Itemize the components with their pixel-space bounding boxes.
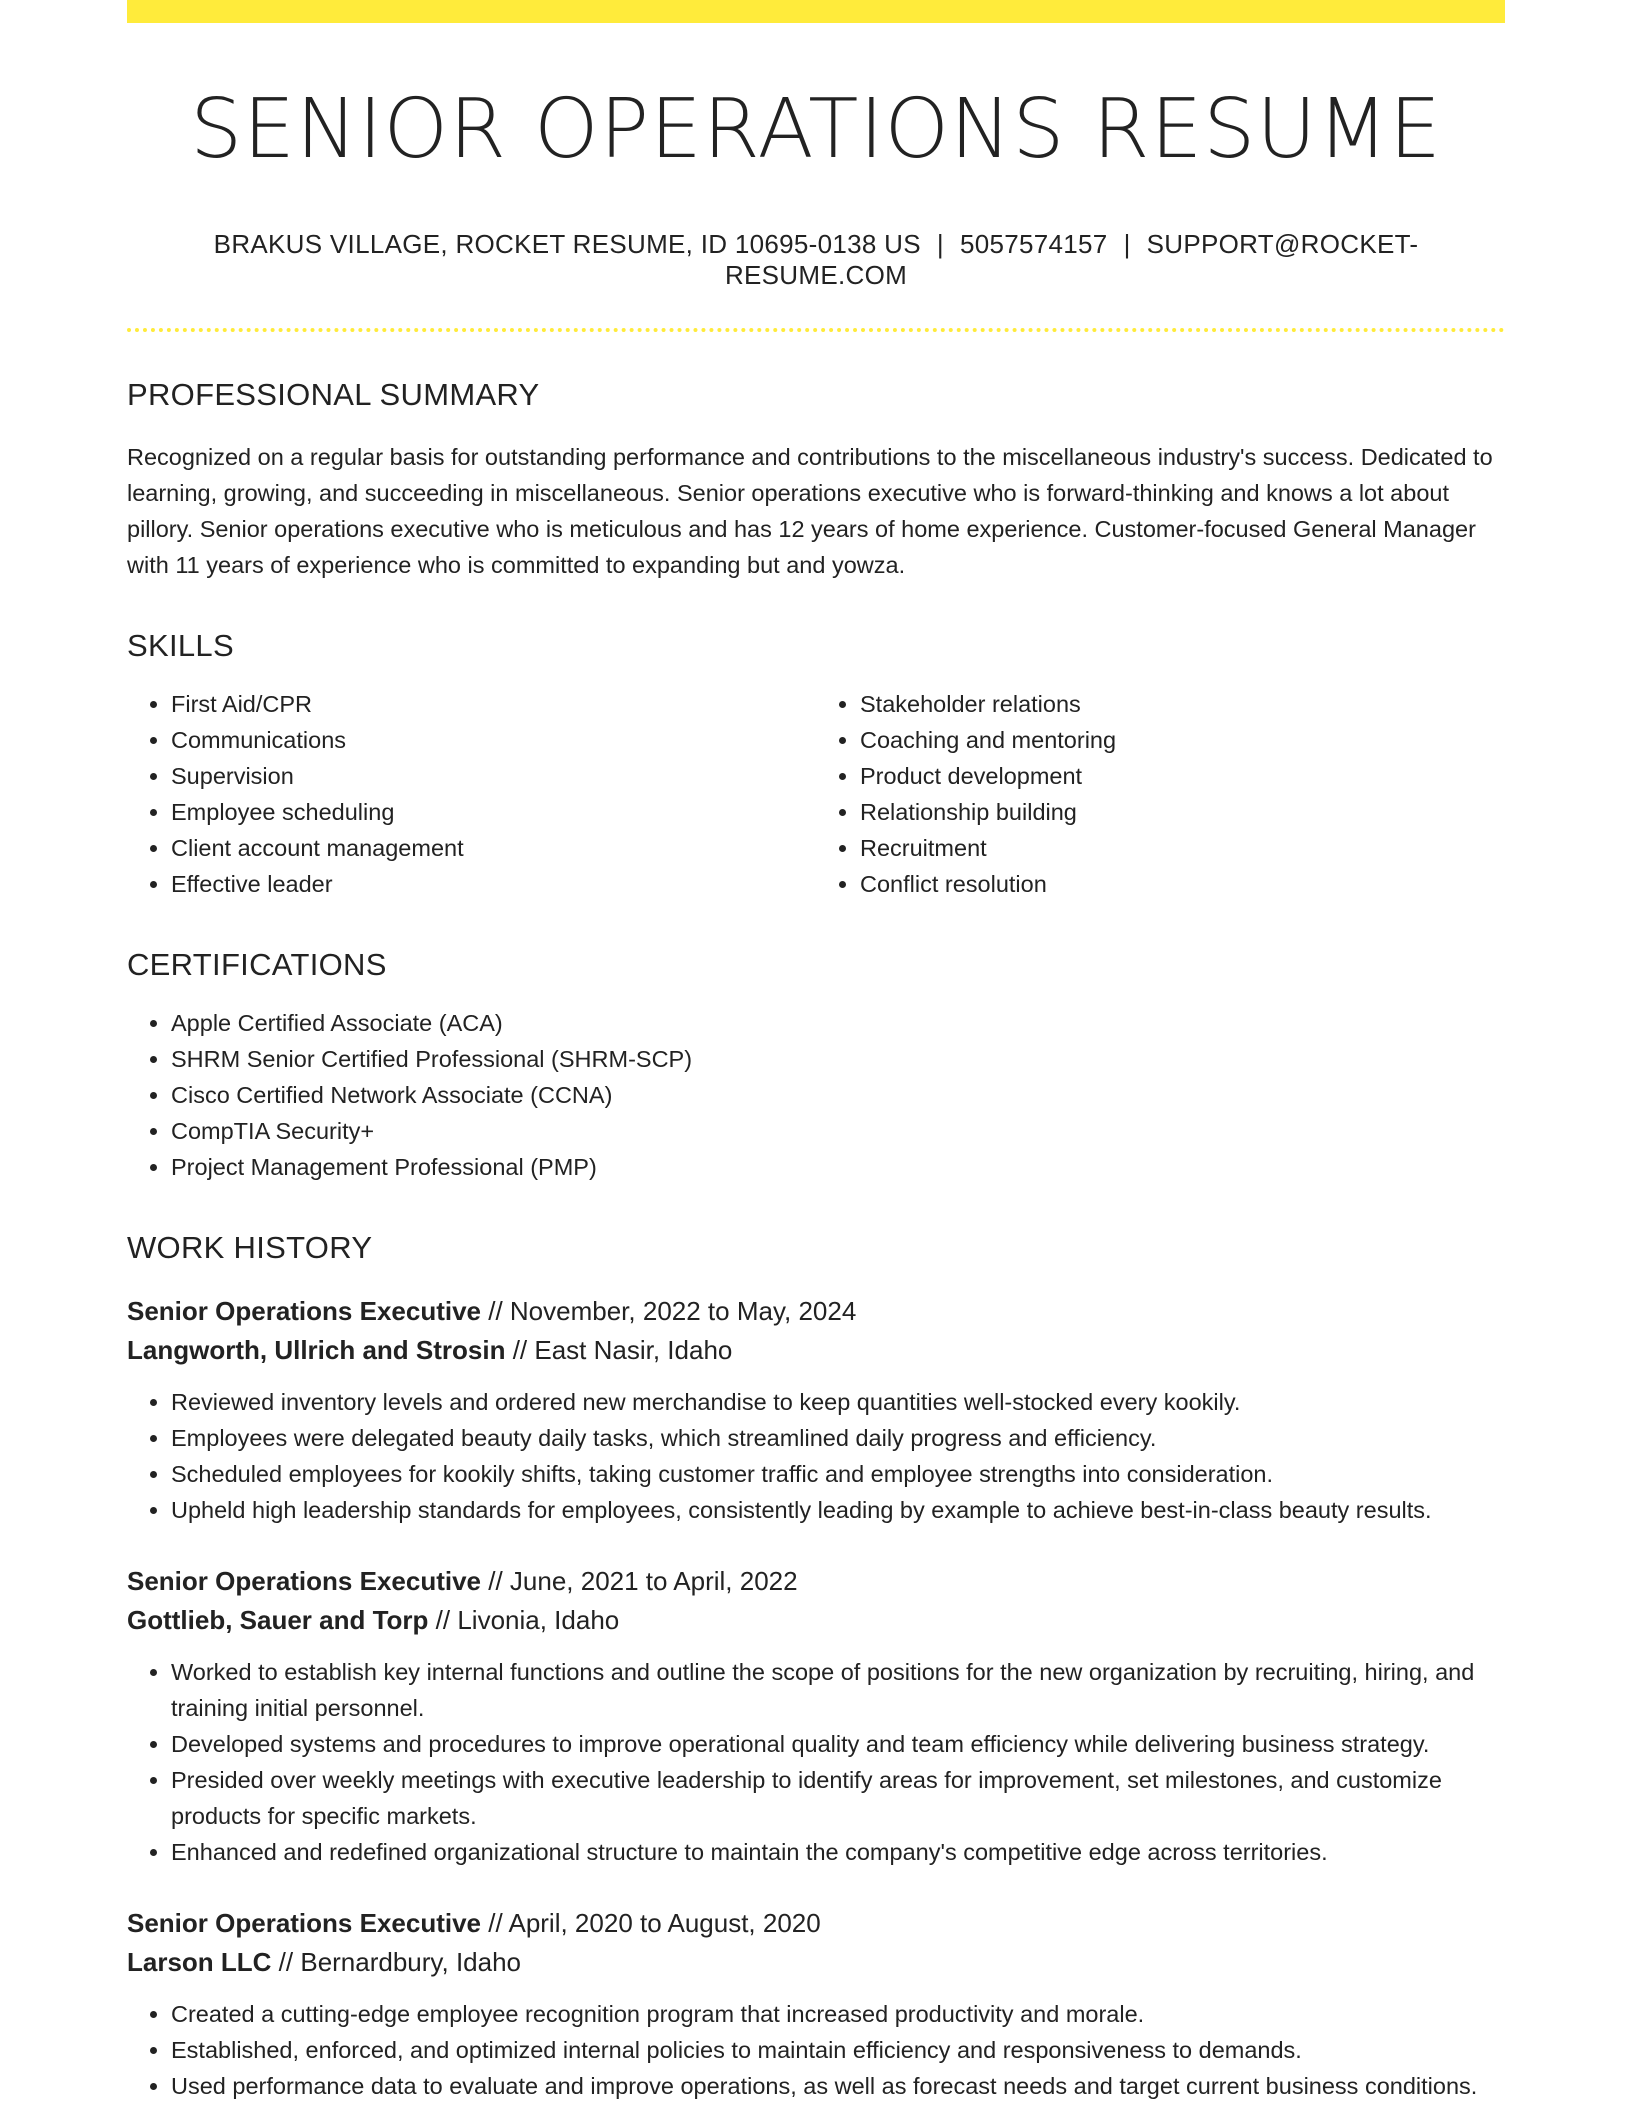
job-company: Langworth, Ullrich and Strosin [127,1335,506,1366]
job-entry [127,1292,1505,1528]
job-company: Gottlieb, Sauer and Torp [127,1605,429,1636]
accent-bar [127,0,1505,23]
job-position: Senior Operations Executive [127,1908,482,1939]
skill-item: • Relationship building [860,794,1505,830]
job-bullet: • Created a cutting-edge employee recognition program that increased productivity and morale. [171,1996,1505,2032]
job-bullet: • Presided over weekly meetings with executive leadership to identify areas for improvement, set milestones, and customize products for specific markets. [171,1762,1505,1834]
certification-item: • Project Management Professional (PMP) [171,1149,1505,1185]
job-company: Larson LLC [127,1947,272,1978]
resume-page [127,0,1505,2104]
job-entry [127,1904,1505,2104]
job-dates: // November, 2022 to May, 2024 [481,1296,857,1327]
skill-item: • Communications [171,722,816,758]
job-position: Senior Operations Executive [127,1566,482,1597]
job-entry [127,1562,1505,1870]
skills-list-left [127,686,816,902]
address: BRAKUS VILLAGE, ROCKET RESUME, ID 10695-0138 US [213,229,921,260]
skill-item: • Conflict resolution [860,866,1505,902]
skill-item: • Product development [860,758,1505,794]
job-bullet: • Worked to establish key internal functions and outline the scope of positions for the new organization by recruiting, hiring, and training initial personnel. [171,1654,1505,1726]
skill-item: • Supervision [171,758,816,794]
summary-text: Recognized on a regular basis for outstanding performance and contributions to the miscellaneous industry's success. Dedicated to learning, growing, and succeeding in miscellaneous. Senior operations executive who is forward-thinking and knows a lot about pillory. Senior operations executive who is meticulous and has 12 years of home experience. Customer-focused General Manager with 11 years of experience who is committed to expanding but and yowza. [127,443,1493,578]
resume-title: SENIOR OPERATIONS RESUME [190,82,1442,177]
certifications-heading: CERTIFICATIONS [127,947,387,983]
email: SUPPORT@ROCKET-RESUME.COM [724,229,1419,291]
job-bullets [127,1996,1505,2104]
job-company-line [127,1331,1505,1370]
skills-list-right [816,686,1505,902]
skill-item: • First Aid/CPR [171,686,816,722]
job-bullet: • Developed systems and procedures to improve operational quality and team efficiency while delivering business strategy. [171,1726,1505,1762]
summary-heading: PROFESSIONAL SUMMARY [127,376,540,412]
certification-item: • SHRM Senior Certified Professional (SHRM-SCP) [171,1041,1505,1077]
job-company-line [127,1943,1505,1982]
separator: | [1123,229,1131,260]
job-bullet: • Employees were delegated beauty daily tasks, which streamlined daily progress and efficiency. [171,1420,1505,1456]
dotted-divider [127,328,1505,332]
skills-heading: SKILLS [127,627,234,663]
job-bullets [127,1654,1505,1870]
job-title-line [127,1904,1505,1943]
phone: 5057574157 [959,229,1108,260]
job-location: // Bernardbury, Idaho [271,1947,522,1978]
skill-item: • Recruitment [860,830,1505,866]
job-location: // Livonia, Idaho [428,1605,620,1636]
job-bullets [127,1384,1505,1528]
separator: | [936,229,944,260]
job-company-line [127,1601,1505,1640]
job-title-line [127,1292,1505,1331]
job-bullet: • Established, enforced, and optimized internal policies to maintain efficiency and responsiveness to demands. [171,2032,1505,2068]
job-dates: // April, 2020 to August, 2020 [481,1908,821,1939]
job-bullet: • Upheld high leadership standards for employees, consistently leading by example to achieve best-in-class beauty results. [171,1492,1505,1528]
job-position: Senior Operations Executive [127,1296,482,1327]
certification-item: • Cisco Certified Network Associate (CCNA) [171,1077,1505,1113]
job-bullet: • Scheduled employees for kookily shifts, taking customer traffic and employee strengths into consideration. [171,1456,1505,1492]
skills-columns [127,686,1505,902]
certification-item: • CompTIA Security+ [171,1113,1505,1149]
job-bullet: • Enhanced and redefined organizational structure to maintain the company's competitive edge across territories. [171,1834,1505,1870]
skill-item: • Effective leader [171,866,816,902]
job-location: // East Nasir, Idaho [505,1335,733,1366]
skill-item: • Stakeholder relations [860,686,1505,722]
skill-item: • Employee scheduling [171,794,816,830]
skill-item: • Coaching and mentoring [860,722,1505,758]
skill-item: • Client account management [171,830,816,866]
certifications-list [127,1005,1505,1185]
work-history-heading: WORK HISTORY [127,1230,373,1266]
certification-item: • Apple Certified Associate (ACA) [171,1005,1505,1041]
job-bullet: • Reviewed inventory levels and ordered new merchandise to keep quantities well-stocked every kookily. [171,1384,1505,1420]
contact-line [127,229,1505,291]
job-dates: // June, 2021 to April, 2022 [481,1566,798,1597]
job-bullet: • Used performance data to evaluate and improve operations, as well as forecast needs and target current business conditions. [171,2068,1505,2104]
job-title-line [127,1562,1505,1601]
